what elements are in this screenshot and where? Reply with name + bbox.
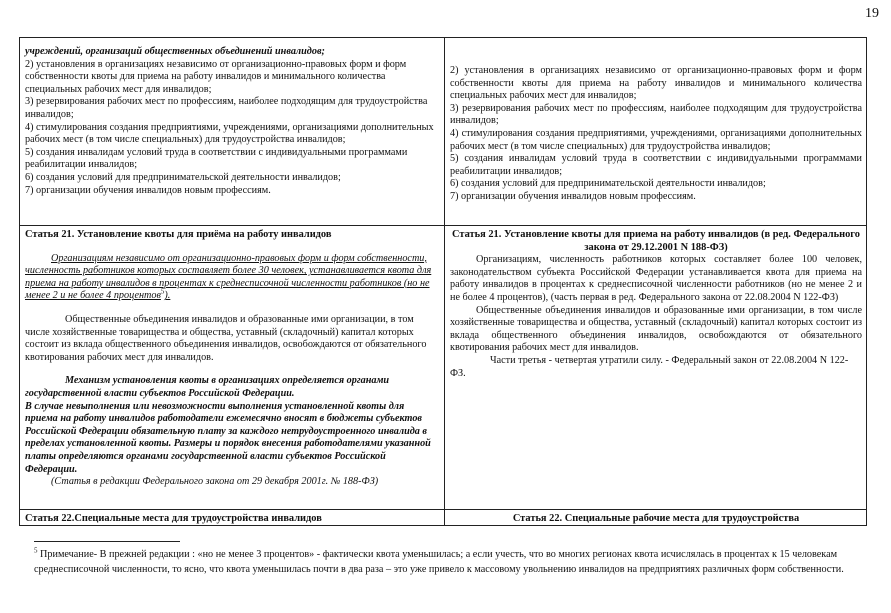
footnote-reference: 5 — [160, 287, 165, 296]
text-line: 7) организации обучения инвалидов новым профессиям. — [450, 190, 696, 202]
paragraph: Организациям, численность работников которых составляет более 100 человек, законодательством субъекта Российской Федерации устанавливается квота для приема на работу инвалидов в процентах к среднесписочной численности работников (но не менее 2 и не более 4 процентов), (часть первая в ред. Федерального закона от 22.08.2004 N 122-ФЗ) — [450, 254, 862, 303]
cell-old-article21 — [25, 229, 437, 489]
cell-new-article22 — [450, 513, 862, 526]
cell-old-article20-continued — [25, 46, 437, 197]
text-line: 5) создания инвалидам условий труда в соответствии с индивидуальными программами реабилитации инвалидов; — [25, 146, 408, 171]
column-divider — [444, 38, 445, 525]
paragraph: Общественные объединения инвалидов и образованные ими организации, в том числе хозяйственные товарищества и общества, уставный (складочный) капитал которых состоит из вклада общественного объединения инвалидов, освобождаются от обязательного квотирования рабочих мест для инвалидов. — [25, 313, 427, 363]
comparison-table — [19, 37, 867, 526]
row-divider — [20, 225, 866, 226]
text-line: 2) установления в организациях независимо от организационно-правовых форм и форм собственности квоты для приема на работу инвалидов и минимального количества специальных рабочих мест для инвалидов; — [450, 65, 862, 102]
paragraph: Части третья - четвертая утратили силу. - Федеральный закон от 22.08.2004 N 122-ФЗ. — [450, 354, 849, 379]
page-number: 19 — [865, 6, 879, 21]
footnote — [34, 547, 864, 577]
paragraph: В случае невыполнения или невозможности выполнения установленной квоты для приема на работу инвалидов работодатели ежемесячно вносят в бюджеты субъектов Российской Федерации обязательную плату за каждого нетрудоустроенного инвалида в пределах установленной квоты. Размеры и порядок внесения работодателями указанной платы определяются органами государственной власти субъектов Российской Федерации. — [25, 400, 431, 475]
article-title: Статья 22. Специальные рабочие места для трудоустройства — [512, 513, 800, 524]
cell-new-article21 — [450, 229, 862, 380]
paragraph — [25, 253, 437, 303]
cell-old-article22 — [25, 513, 437, 526]
paragraph: Механизм установления квоты в организациях определяется органами государственной власти субъектов Российской Федерации. — [25, 375, 390, 399]
article-title: Статья 21. Установление квоты для приёма на работу инвалидов — [25, 229, 332, 240]
footnote-marker: 5 — [34, 546, 38, 555]
underlined-text-end: ). — [164, 290, 171, 302]
text-line: 4) стимулирования создания предприятиями, учреждениями, организациями дополнительных рабочих мест (в том числе специальных) для трудоустройства инвалидов; — [25, 121, 434, 146]
text-line: 3) резервирования рабочих мест по профессиям, наиболее подходящим для трудоустройства инвалидов; — [450, 102, 862, 127]
underlined-text: Организациям независимо от организационно-правовых форм и форм собственности, численность работников которых составляет более 30 человек, устанавливается квота для приема на работу инвалидов в процентах к среднесписочной численности работников (но не менее 2 и не более 4 процентов — [25, 252, 432, 302]
paragraph: Общественные объединения инвалидов и образованные ими организации, в том числе хозяйственные товарищества и общества, уставный (складочный) капитал которых состоит из вклада общественного объединения инвалидов, освобождаются от обязательного квотирования рабочих мест для инвалидов. — [450, 304, 862, 354]
text-line: учреждений, организаций общественных объединений инвалидов; — [25, 46, 325, 57]
article-title: Статья 22.Специальные места для трудоустройства инвалидов — [25, 513, 322, 524]
text-line: 6) создания условий для предпринимательской деятельности инвалидов; — [25, 171, 341, 183]
row-divider — [20, 509, 866, 510]
article-title: Статья 21. Установление квоты для приема на работу инвалидов (в ред. Федерального закона от 29.12.2001 N 188-ФЗ) — [452, 229, 860, 253]
text-line: 7) организации обучения инвалидов новым профессиям. — [25, 184, 271, 196]
footnote-separator — [34, 541, 180, 542]
text-line: 4) стимулирования создания предприятиями, учреждениями, организациями дополнительных рабочих мест (в том числе специальных) для трудоустройства инвалидов; — [450, 127, 862, 152]
text-line: 6) создания условий для предпринимательской деятельности инвалидов; — [450, 178, 766, 190]
text-line: 3) резервирования рабочих мест по профессиям, наиболее подходящим для трудоустройства инвалидов; — [25, 96, 428, 120]
text-line: 2) установления в организациях независимо от организационно-правовых форм и форм собственности квоты для приема на работу инвалидов и минимального количества специальных рабочих мест для инвалидов; — [25, 58, 407, 95]
footnote-text: Примечание- В прежней редакции : «но не менее 3 процентов» - фактически квота уменьшилась; а если учесть, что во многих регионах квота исчислялась в процентах к 15 человекам среднесписочной численности, то ясно, что квота уменьшилась почти в два раза – это уже привело к массовому увольнению инвалидов на предприятиях различных форм собственности. — [34, 549, 844, 575]
cell-new-article20-continued — [450, 65, 862, 204]
text-line: 5) создания инвалидам условий труда в соответствии с индивидуальными программами реабилитации инвалидов; — [450, 153, 862, 177]
edition-note: (Статья в редакции Федерального закона от 29 декабря 2001г. № 188-ФЗ) — [51, 476, 379, 488]
